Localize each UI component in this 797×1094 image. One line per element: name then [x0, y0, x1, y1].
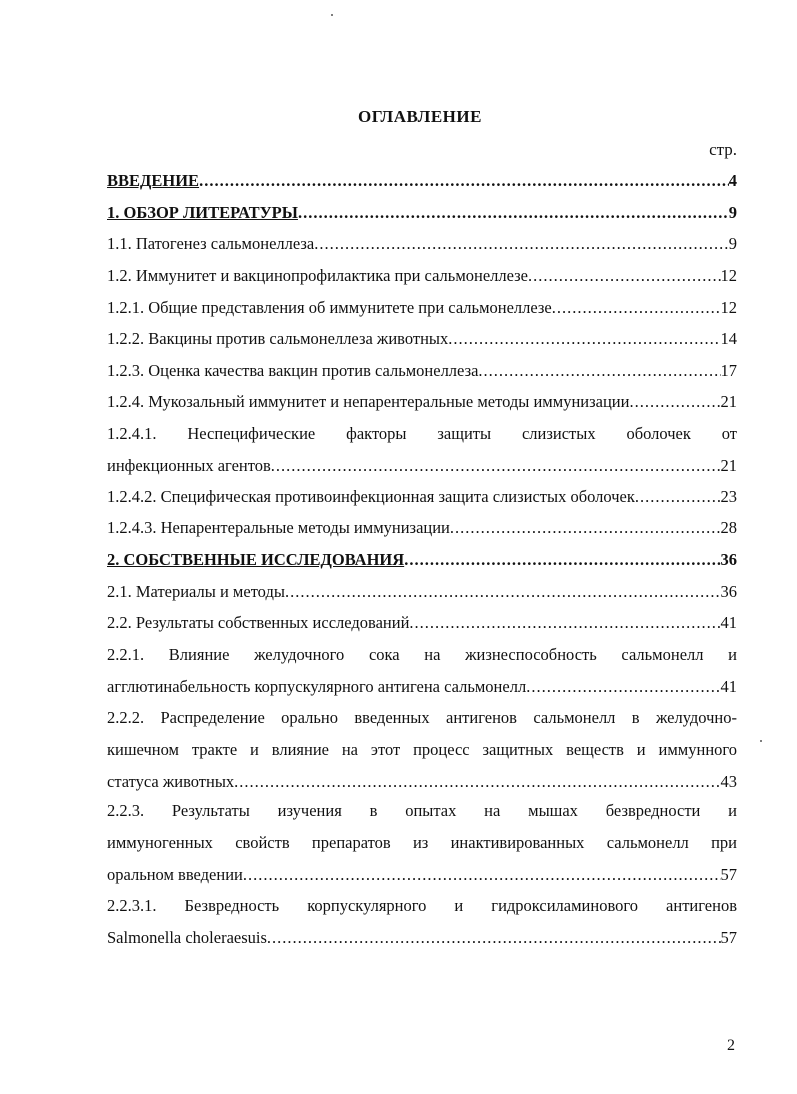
toc-entry-text: 1. ОБЗОР ЛИТЕРАТУРЫ — [107, 203, 298, 222]
toc-entry-page: 12 — [720, 266, 737, 285]
toc-entry-text: 1.2. Иммунитет и вакцинопрофилактика при сальмонеллезе — [107, 266, 528, 285]
toc-entry-text-line: кишечном тракте и влияние на этот процесс защитных веществ и иммунного — [107, 740, 737, 759]
toc-entry-text: ВВЕДЕНИЕ — [107, 171, 200, 190]
toc-entry-page: 9 — [728, 203, 737, 222]
toc-entry-page: 36 — [720, 582, 737, 601]
toc-entry-page: 23 — [720, 487, 737, 506]
toc-entry-2-2-1[interactable] — [107, 644, 737, 698]
toc-entry-text: 1.2.4. Мукозальный иммунитет и непарентеральные методы иммунизации — [107, 392, 630, 411]
toc-entry-1-1[interactable] — [107, 233, 737, 255]
leader-dots — [526, 676, 720, 698]
toc-entry-page: 57 — [720, 928, 737, 947]
leader-dots — [528, 265, 721, 287]
toc-entry-page: 57 — [720, 865, 737, 884]
toc-entry-1-2-4-1[interactable] — [107, 423, 737, 477]
scan-speck — [331, 14, 333, 16]
leader-dots — [448, 328, 720, 350]
toc-entry-page: 41 — [720, 613, 737, 632]
toc-entry-text: 2.1. Материалы и методы — [107, 582, 285, 601]
toc-title: ОГЛАВЛЕНИЕ — [358, 107, 482, 126]
toc-entry-1-2-4[interactable] — [107, 391, 737, 413]
toc-entry-literature-review[interactable] — [107, 202, 737, 224]
toc-entry-introduction[interactable] — [107, 170, 737, 192]
leader-dots — [199, 170, 729, 192]
leader-dots — [478, 360, 720, 382]
leader-dots — [629, 391, 720, 413]
toc-entry-text-line: 2.2.3. Результаты изучения в опытах на мышах безвредности и — [107, 801, 737, 820]
leader-dots — [450, 517, 721, 539]
toc-entry-page: 14 — [720, 329, 737, 348]
toc-entry-text: статуса животных — [107, 772, 235, 791]
toc-entry-page: 41 — [720, 677, 737, 696]
toc-entry-page: 36 — [720, 550, 737, 569]
toc-entry-text: 1.2.4.2. Специфическая противоинфекционная защита слизистых оболочек — [107, 487, 635, 506]
toc-entry-text: инфекционных агентов — [107, 456, 271, 475]
toc-entry-text: 2.2. Результаты собственных исследований — [107, 613, 410, 632]
leader-dots — [271, 455, 721, 477]
toc-entry-2-2[interactable] — [107, 612, 737, 634]
toc-entry-text: 1.2.4.3. Непарентеральные методы иммунизации — [107, 518, 450, 537]
page-number: 2 — [727, 1037, 735, 1054]
toc-entry-1-2[interactable] — [107, 265, 737, 287]
toc-entry-page: 21 — [720, 456, 737, 475]
toc-entry-page: 12 — [720, 298, 737, 317]
leader-dots — [243, 864, 721, 886]
scan-speck — [760, 740, 762, 742]
toc-entry-page: 43 — [720, 772, 737, 791]
toc-entry-1-2-3[interactable] — [107, 360, 737, 382]
toc-entry-text-line: 2.2.3.1. Безвредность корпускулярного и гидроксиламинового антигенов — [107, 896, 737, 915]
toc-entry-1-2-2[interactable] — [107, 328, 737, 350]
leader-dots — [404, 549, 720, 571]
toc-entry-text: 1.1. Патогенез сальмонеллеза — [107, 234, 315, 253]
leader-dots — [298, 202, 729, 224]
leader-dots — [552, 297, 721, 319]
leader-dots — [314, 233, 729, 255]
toc-entry-text: Salmonella choleraesuis — [107, 928, 267, 947]
toc-entry-text: 1.2.2. Вакцины против сальмонеллеза животных — [107, 329, 449, 348]
leader-dots — [285, 581, 721, 603]
toc-entry-2-2-3[interactable] — [107, 800, 737, 886]
toc-entry-2-2-2[interactable] — [107, 707, 737, 793]
toc-entry-page: 21 — [720, 392, 737, 411]
toc-entry-text: оральном введении — [107, 865, 243, 884]
pages-column-label: стр. — [709, 140, 737, 159]
toc-entry-text-line: 2.2.1. Влияние желудочного сока на жизнеспособность сальмонелл и — [107, 645, 737, 664]
toc-entry-1-2-4-2[interactable] — [107, 486, 737, 508]
toc-entry-text: 1.2.1. Общие представления об иммунитете при сальмонеллезе — [107, 298, 552, 317]
toc-entry-text: 2. СОБСТВЕННЫЕ ИССЛЕДОВАНИЯ — [107, 550, 405, 569]
toc-entry-text: 1.2.3. Оценка качества вакцин против сальмонеллеза — [107, 361, 479, 380]
toc-entry-1-2-1[interactable] — [107, 297, 737, 319]
leader-dots — [409, 612, 720, 634]
toc-entry-page: 17 — [720, 361, 737, 380]
toc-entry-page: 28 — [720, 518, 737, 537]
toc-entry-text: агглютинабельность корпускулярного антигена сальмонелл — [107, 677, 527, 696]
toc-entry-2-2-3-1[interactable] — [107, 895, 737, 949]
toc-entry-2-1[interactable] — [107, 581, 737, 603]
toc-entry-page: 9 — [728, 234, 737, 253]
toc-entry-1-2-4-3[interactable] — [107, 517, 737, 539]
toc-entry-text-line: 2.2.2. Распределение орально введенных антигенов сальмонелл в желудочно- — [107, 708, 737, 727]
toc-entry-text-line: иммуногенных свойств препаратов из инактивированных сальмонелл при — [107, 833, 737, 852]
toc-entry-page: 4 — [728, 171, 737, 190]
toc-entry-text-line: 1.2.4.1. Неспецифические факторы защиты слизистых оболочек от — [107, 424, 737, 443]
leader-dots — [635, 486, 721, 508]
leader-dots — [267, 927, 721, 949]
leader-dots — [234, 771, 720, 793]
toc-entry-own-research[interactable] — [107, 549, 737, 571]
